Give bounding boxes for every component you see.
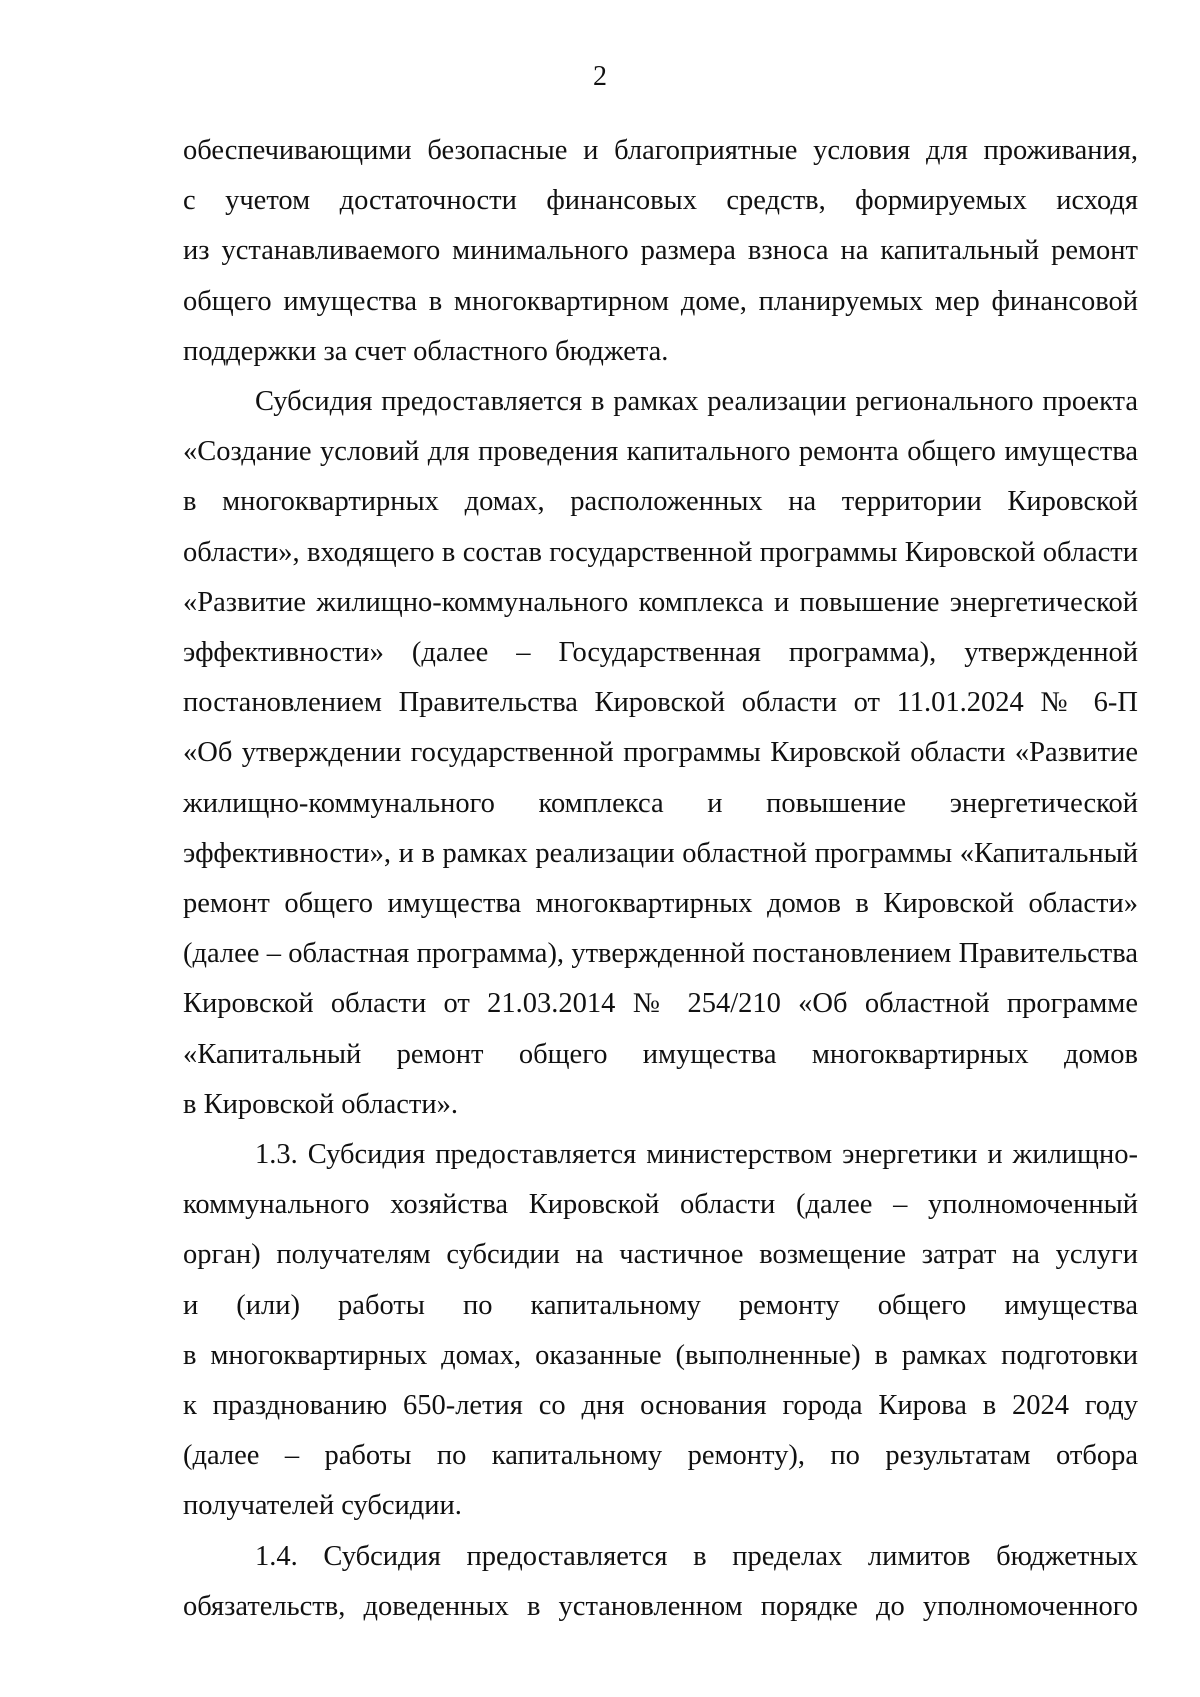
text-line: в многоквартирных домах, расположенных на территории Кировской [183, 486, 1138, 518]
text-line: ремонт общего имущества многоквартирных домов в Кировской области» [183, 888, 1138, 920]
text-line: «Создание условий для проведения капитального ремонта общего имущества [183, 436, 1138, 468]
text-line: «Развитие жилищно-коммунального комплекса и повышение энергетической [183, 586, 1138, 618]
text-line: жилищно-коммунального комплекса и повышение энергетической [183, 787, 1138, 819]
text-line: в Кировской области». [183, 1088, 458, 1120]
paragraph-subsidy-framework [183, 377, 1138, 1130]
paragraph-clause-1-4 [183, 1532, 1138, 1632]
page-number: 2 [593, 61, 607, 92]
text-line: (далее – работы по капитальному ремонту), по результатам отбора [183, 1440, 1138, 1472]
text-line: и (или) работы по капитальному ремонту общего имущества [183, 1289, 1138, 1321]
text-line: к празднованию 650-летия со дня основания города Кирова в 2024 году [183, 1390, 1138, 1422]
text-line: постановлением Правительства Кировской области от 11.01.2024 № 6-П [183, 687, 1138, 719]
text-line: 1.3. Субсидия предоставляется министерством энергетики и жилищно- [255, 1139, 1138, 1171]
text-line: с учетом достаточности финансовых средств, формируемых исходя [183, 185, 1138, 217]
text-line: «Об утверждении государственной программы Кировской области «Развитие [183, 737, 1138, 769]
text-line: 1.4. Субсидия предоставляется в пределах лимитов бюджетных [255, 1540, 1138, 1572]
text-line: Кировской области от 21.03.2014 № 254/210 «Об областной программе [183, 988, 1138, 1020]
text-line: орган) получателям субсидии на частичное возмещение затрат на услуги [183, 1239, 1138, 1271]
text-line: получателей субсидии. [183, 1490, 462, 1522]
text-line: области», входящего в состав государственной программы Кировской области [183, 536, 1138, 568]
text-line: общего имущества в многоквартирном доме, планируемых мер финансовой [183, 285, 1138, 317]
text-line: эффективности», и в рамках реализации областной программы «Капитальный [183, 837, 1138, 869]
document-body [183, 126, 1138, 1632]
text-line: обеспечивающими безопасные и благоприятные условия для проживания, [183, 135, 1138, 166]
text-line: эффективности» (далее – Государственная программа), утвержденной [183, 637, 1138, 669]
text-line: в многоквартирных домах, оказанные (выполненные) в рамках подготовки [183, 1339, 1138, 1371]
text-line: (далее – областная программа), утвержденной постановлением Правительства [183, 938, 1138, 970]
paragraph-clause-1-3 [183, 1130, 1138, 1532]
text-line: Субсидия предоставляется в рамках реализации регионального проекта [255, 386, 1138, 418]
text-line: из устанавливаемого минимального размера взноса на капитальный ремонт [183, 235, 1138, 267]
paragraph-intro-continuation [183, 126, 1138, 377]
text-line: поддержки за счет областного бюджета. [183, 335, 669, 367]
text-line: обязательств, доведенных в установленном порядке до уполномоченного [183, 1590, 1138, 1622]
text-line: «Капитальный ремонт общего имущества многоквартирных домов [183, 1038, 1138, 1070]
text-line: коммунального хозяйства Кировской области (далее – уполномоченный [183, 1189, 1138, 1221]
